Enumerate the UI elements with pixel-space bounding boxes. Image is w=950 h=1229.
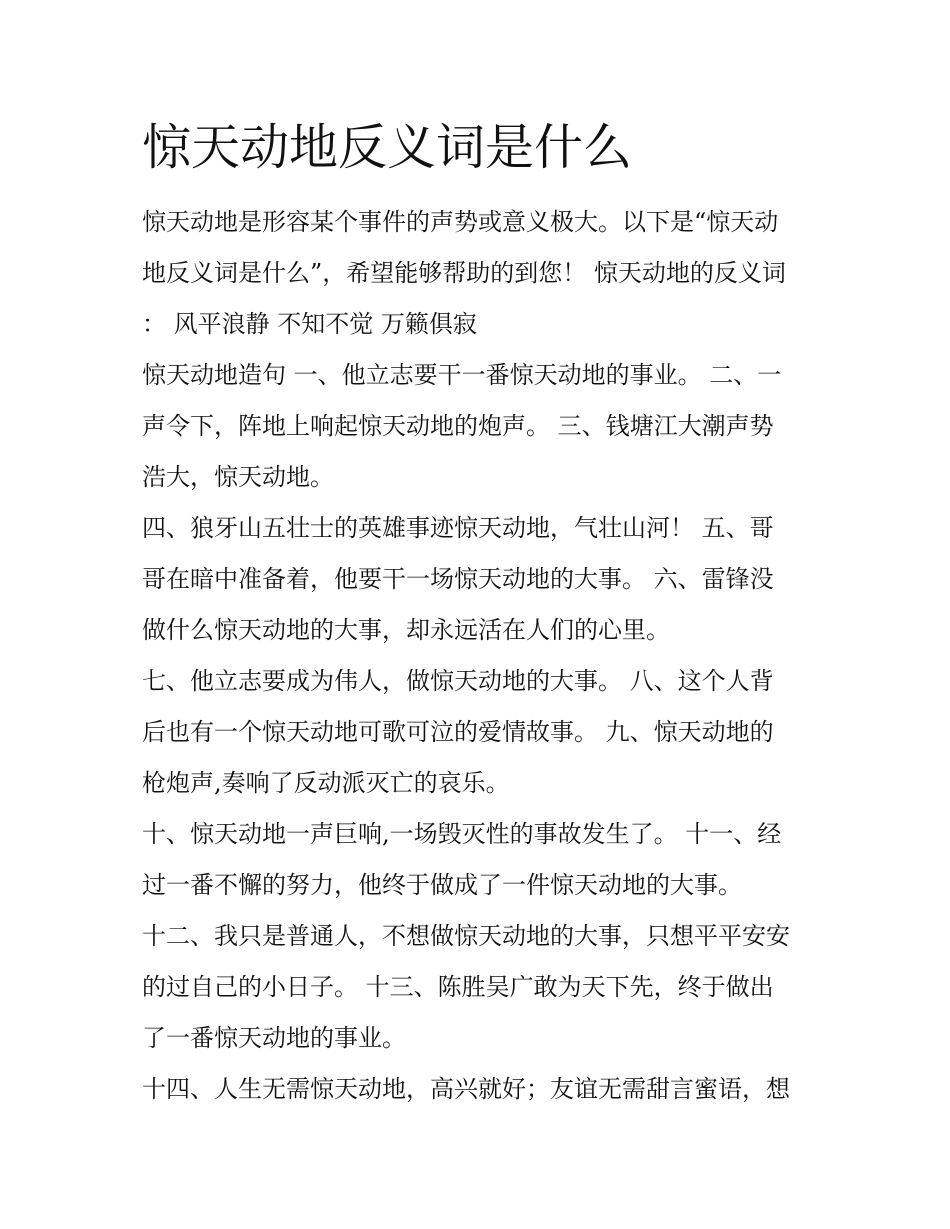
body-line: 十二、我只是普通人，不想做惊天动地的大事，只想平平安安 xyxy=(142,922,790,950)
body-line: ： 风平浪静 不知不觉 万籁俱寂 xyxy=(142,310,477,338)
body-line: 地反义词是什么”，希望能够帮助的到您！ 惊天动地的反义词 xyxy=(142,259,786,287)
body-line: 了一番惊天动地的事业。 xyxy=(142,1024,406,1052)
body-line: 七、他立志要成为伟人，做惊天动地的大事。 八、这个人背 xyxy=(142,667,774,695)
body-line: 哥在暗中准备着，他要干一场惊天动地的大事。 六、雷锋没 xyxy=(142,565,774,593)
body-line: 十、惊天动地一声巨响,一场毁灭性的事故发生了。 十一、经 xyxy=(142,820,782,848)
document-title: 惊天动地反义词是什么 xyxy=(142,119,633,176)
body-line: 做什么惊天动地的大事，却永远活在人们的心里。 xyxy=(142,616,670,644)
body-line: 四、狼牙山五壮士的英雄事迹惊天动地，气壮山河！ 五、哥 xyxy=(142,514,774,542)
body-line: 浩大，惊天动地。 xyxy=(142,463,334,491)
body-line: 过一番不懈的努力，他终于做成了一件惊天动地的大事。 xyxy=(142,871,742,899)
body-line: 声令下，阵地上响起惊天动地的炮声。 三、钱塘江大潮声势 xyxy=(142,412,774,440)
body-line: 惊天动地造句 一、他立志要干一番惊天动地的事业。 二、一 xyxy=(142,361,782,389)
body-line: 后也有一个惊天动地可歌可泣的爱情故事。 九、惊天动地的 xyxy=(142,718,774,746)
body-line: 枪炮声,奏响了反动派灭亡的哀乐。 xyxy=(142,769,510,797)
body-line: 十四、人生无需惊天动地，高兴就好；友谊无需甜言蜜语，想 xyxy=(142,1075,790,1103)
body-line: 的过自己的小日子。 十三、陈胜吴广敢为天下先，终于做出 xyxy=(142,973,774,1001)
body-line: 惊天动地是形容某个事件的声势或意义极大。以下是“惊天动 xyxy=(142,208,779,236)
document-body xyxy=(142,200,822,1118)
